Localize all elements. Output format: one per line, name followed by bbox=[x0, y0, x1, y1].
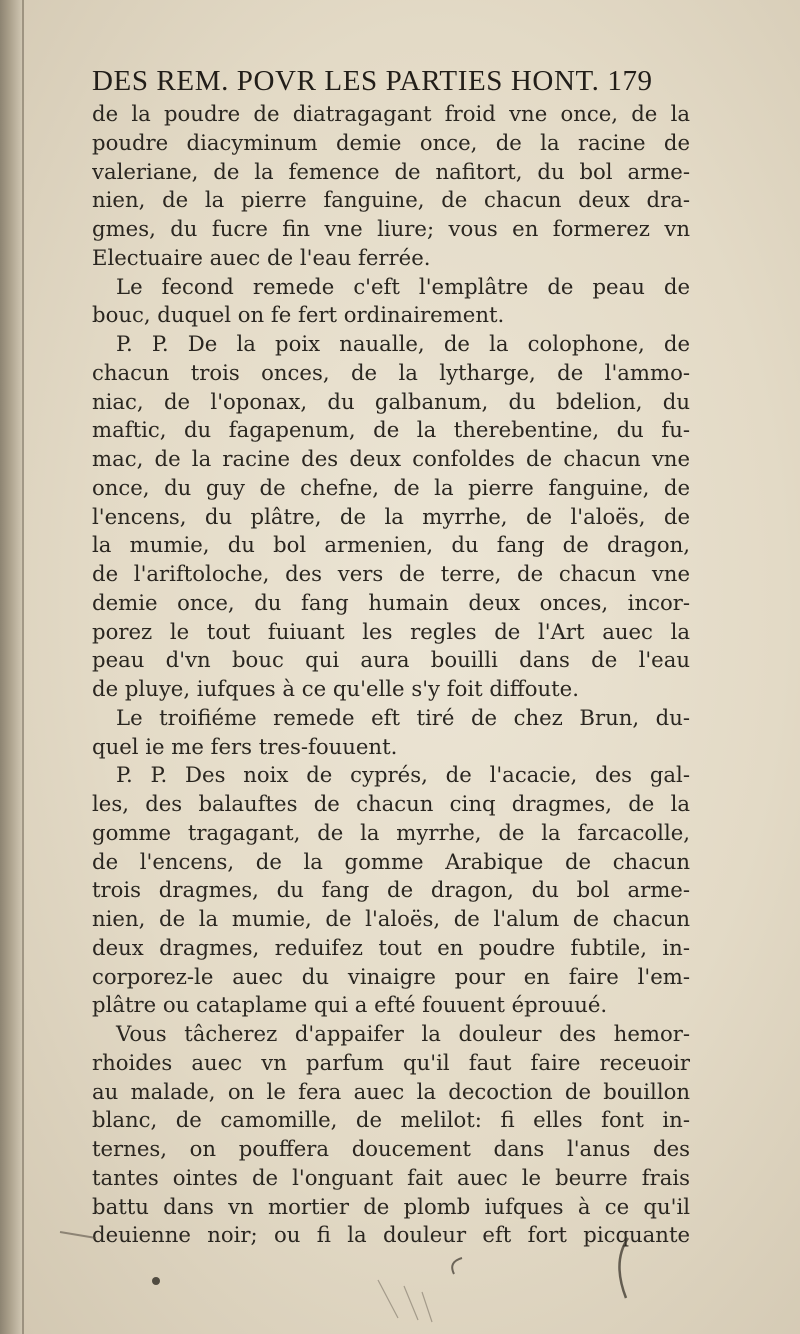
text-line: plâtre ou cataplame qui a efté fouuent éprouué. bbox=[92, 992, 608, 1018]
text-line: valeriane, de la femence de nafitort, du bol arme- bbox=[92, 158, 690, 184]
gutter-edge bbox=[22, 0, 24, 1334]
text-line: maftic, du fagapenum, de la therebentine, du fu- bbox=[92, 417, 690, 443]
text-line: rhoides auec vn parfum qu'il faut faire receuoir bbox=[92, 1049, 690, 1075]
text-line: nien, de la mumie, de l'aloës, de l'alum de chacun bbox=[92, 906, 690, 931]
text-line: de l'encens, de la gomme Arabique de chacun bbox=[92, 848, 690, 874]
text-line: peau d'vn bouc qui aura bouilli dans de l'eau bbox=[92, 647, 690, 673]
text-line: tantes ointes de l'onguant fait auec le beurre frais bbox=[92, 1164, 690, 1190]
text-line: deux dragmes, reduifez tout en poudre fubtile, in- bbox=[92, 934, 690, 960]
text-line: bouc, duquel on fe fert ordinairement. bbox=[92, 302, 505, 328]
text-line: de l'ariftoloche, des vers de terre, de chacun vne bbox=[92, 561, 690, 586]
paragraph-start: Le fecond remede c'eft l'emplâtre de peau de bbox=[116, 273, 690, 299]
text-line: mac, de la racine des deux confoldes de chacun vne bbox=[92, 446, 690, 471]
show-through-mark bbox=[378, 1280, 432, 1322]
text-line: Electuaire auec de l'eau ferrée. bbox=[92, 244, 431, 270]
paragraph-start: P. P. De la poix naualle, de la colophone, de bbox=[116, 331, 690, 356]
text-line: poudre diacyminum demie once, de la racine de bbox=[92, 129, 690, 155]
show-through-mark bbox=[452, 1258, 462, 1274]
text-line: niac, de l'oponax, du galbanum, du bdelion, du bbox=[92, 388, 690, 414]
text-line: chacun trois onces, de la lytharge, de l'ammo- bbox=[92, 359, 690, 385]
text-line: nien, de la pierre fanguine, de chacun deux dra- bbox=[92, 187, 690, 213]
paragraph-start: P. P. Des noix de cyprés, de l'acacie, des gal- bbox=[116, 762, 690, 788]
book-gutter bbox=[0, 0, 22, 1334]
text-line: de la poudre de diatragagant froid vne once, de la bbox=[92, 101, 690, 126]
text-line: gomme tragagant, de la myrrhe, de la farcacolle, bbox=[92, 819, 690, 845]
text-line: once, du guy de chefne, de la pierre fanguine, de bbox=[92, 474, 690, 500]
text-line: la mumie, du bol armenien, du fang de dragon, bbox=[92, 532, 690, 558]
text-line: porez le tout fuiuant les regles de l'Art auec la bbox=[92, 618, 690, 644]
text-line: au malade, on le fera auec la decoction de bouillon bbox=[92, 1078, 690, 1104]
paragraph-start: Vous tâcherez d'appaifer la douleur des hemor- bbox=[116, 1021, 690, 1046]
paragraph-start: Le troifiéme remede eft tiré de chez Brun, du- bbox=[116, 704, 690, 730]
text-line: les, des balauftes de chacun cinq dragmes, de la bbox=[92, 791, 690, 816]
text-line: trois dragmes, du fang de dragon, du bol arme- bbox=[92, 877, 690, 903]
text-line: battu dans vn mortier de plomb iufques à ce qu'il bbox=[92, 1193, 690, 1219]
text-line: corporez-le auec du vinaigre pour en faire l'em- bbox=[92, 963, 690, 989]
text-line: blanc, de camomille, de melilot: fi elles font in- bbox=[92, 1107, 690, 1133]
text-line: deuienne noir; ou fi la douleur eft fort picquante bbox=[92, 1222, 690, 1248]
text-block bbox=[92, 64, 690, 1250]
text-line: de pluye, iufques à ce qu'elle s'y foit diffoute. bbox=[92, 676, 579, 701]
running-head: DES REM. POVR LES PARTIES HONT. 179 bbox=[92, 65, 653, 97]
text-line: gmes, du fucre fin vne liure; vous en formerez vn bbox=[92, 216, 690, 241]
text-line: quel ie me fers tres-fouuent. bbox=[92, 733, 398, 759]
text-line: ternes, on pouffera doucement dans l'anus des bbox=[92, 1136, 690, 1161]
text-line: l'encens, du plâtre, de la myrrhe, de l'aloës, de bbox=[92, 503, 690, 529]
text-line: demie once, du fang humain deux onces, incor- bbox=[92, 589, 690, 615]
ink-smudge bbox=[60, 1232, 96, 1238]
ink-spot bbox=[152, 1277, 160, 1285]
